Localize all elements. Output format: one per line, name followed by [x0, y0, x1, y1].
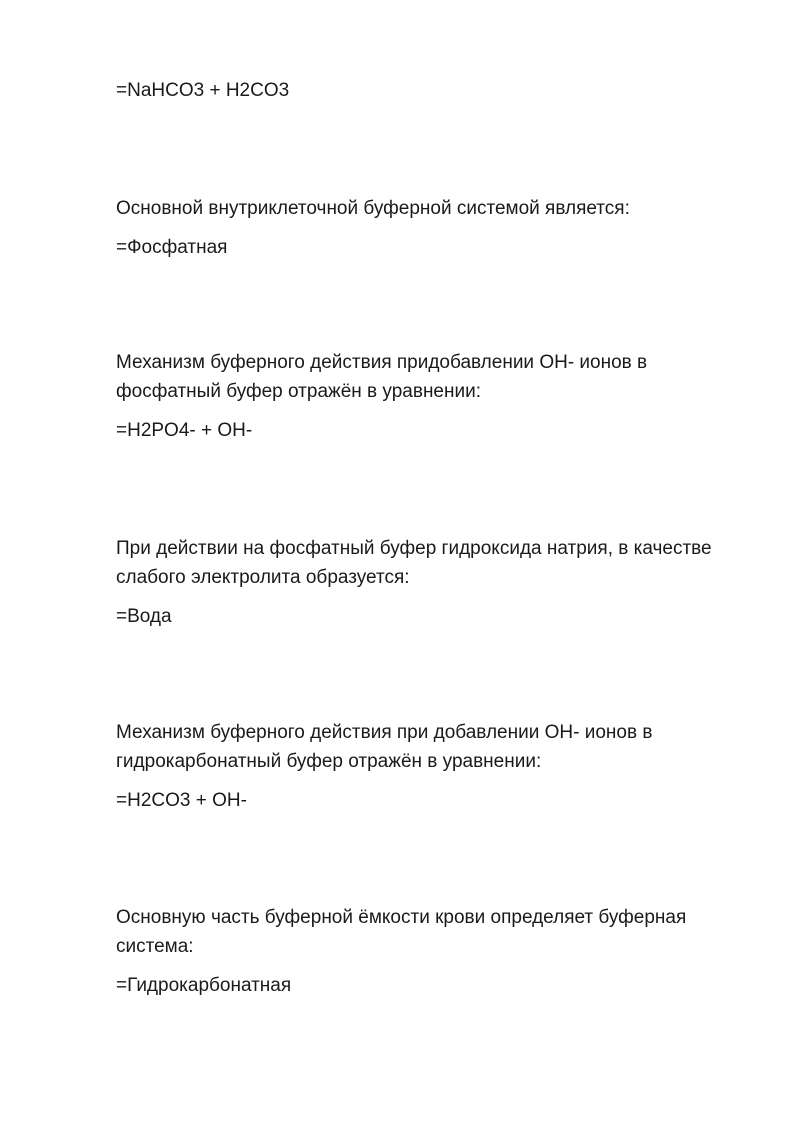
question-line: Механизм буферного действия при добавлении ОН- ионов в — [116, 722, 653, 743]
question-line: Основную часть буферной ёмкости крови определяет буферная — [116, 907, 687, 928]
answer-text: =H2PO4- + OH- — [116, 420, 253, 441]
question-line: гидрокарбонатный буфер отражён в уравнении: — [116, 751, 542, 772]
qa-item — [116, 76, 736, 105]
qa-item — [116, 348, 736, 445]
question-text — [116, 718, 736, 776]
question-text — [116, 194, 736, 223]
qa-item — [116, 534, 736, 631]
question-line: фосфатный буфер отражён в уравнении: — [116, 381, 481, 402]
answer-text: =Гидрокарбонатная — [116, 975, 292, 996]
answer-text: =Фосфатная — [116, 237, 228, 258]
question-line: При действии на фосфатный буфер гидроксида натрия, в качестве — [116, 538, 712, 559]
question-line: Механизм буферного действия придобавлении ОН- ионов в — [116, 352, 648, 373]
answer-text: =Вода — [116, 606, 172, 627]
qa-item — [116, 718, 736, 815]
question-line: Основной внутриклеточной буферной системой является: — [116, 198, 630, 219]
answer-text: =NaHCO3 + H2CO3 — [116, 80, 290, 101]
qa-item — [116, 194, 736, 262]
question-line: система: — [116, 936, 194, 957]
question-line: слабого электролита образуется: — [116, 567, 410, 588]
question-text — [116, 903, 736, 961]
question-text — [116, 534, 736, 592]
answer-text: =H2CO3 + OH- — [116, 790, 247, 811]
qa-item — [116, 903, 736, 1000]
question-text — [116, 348, 736, 406]
